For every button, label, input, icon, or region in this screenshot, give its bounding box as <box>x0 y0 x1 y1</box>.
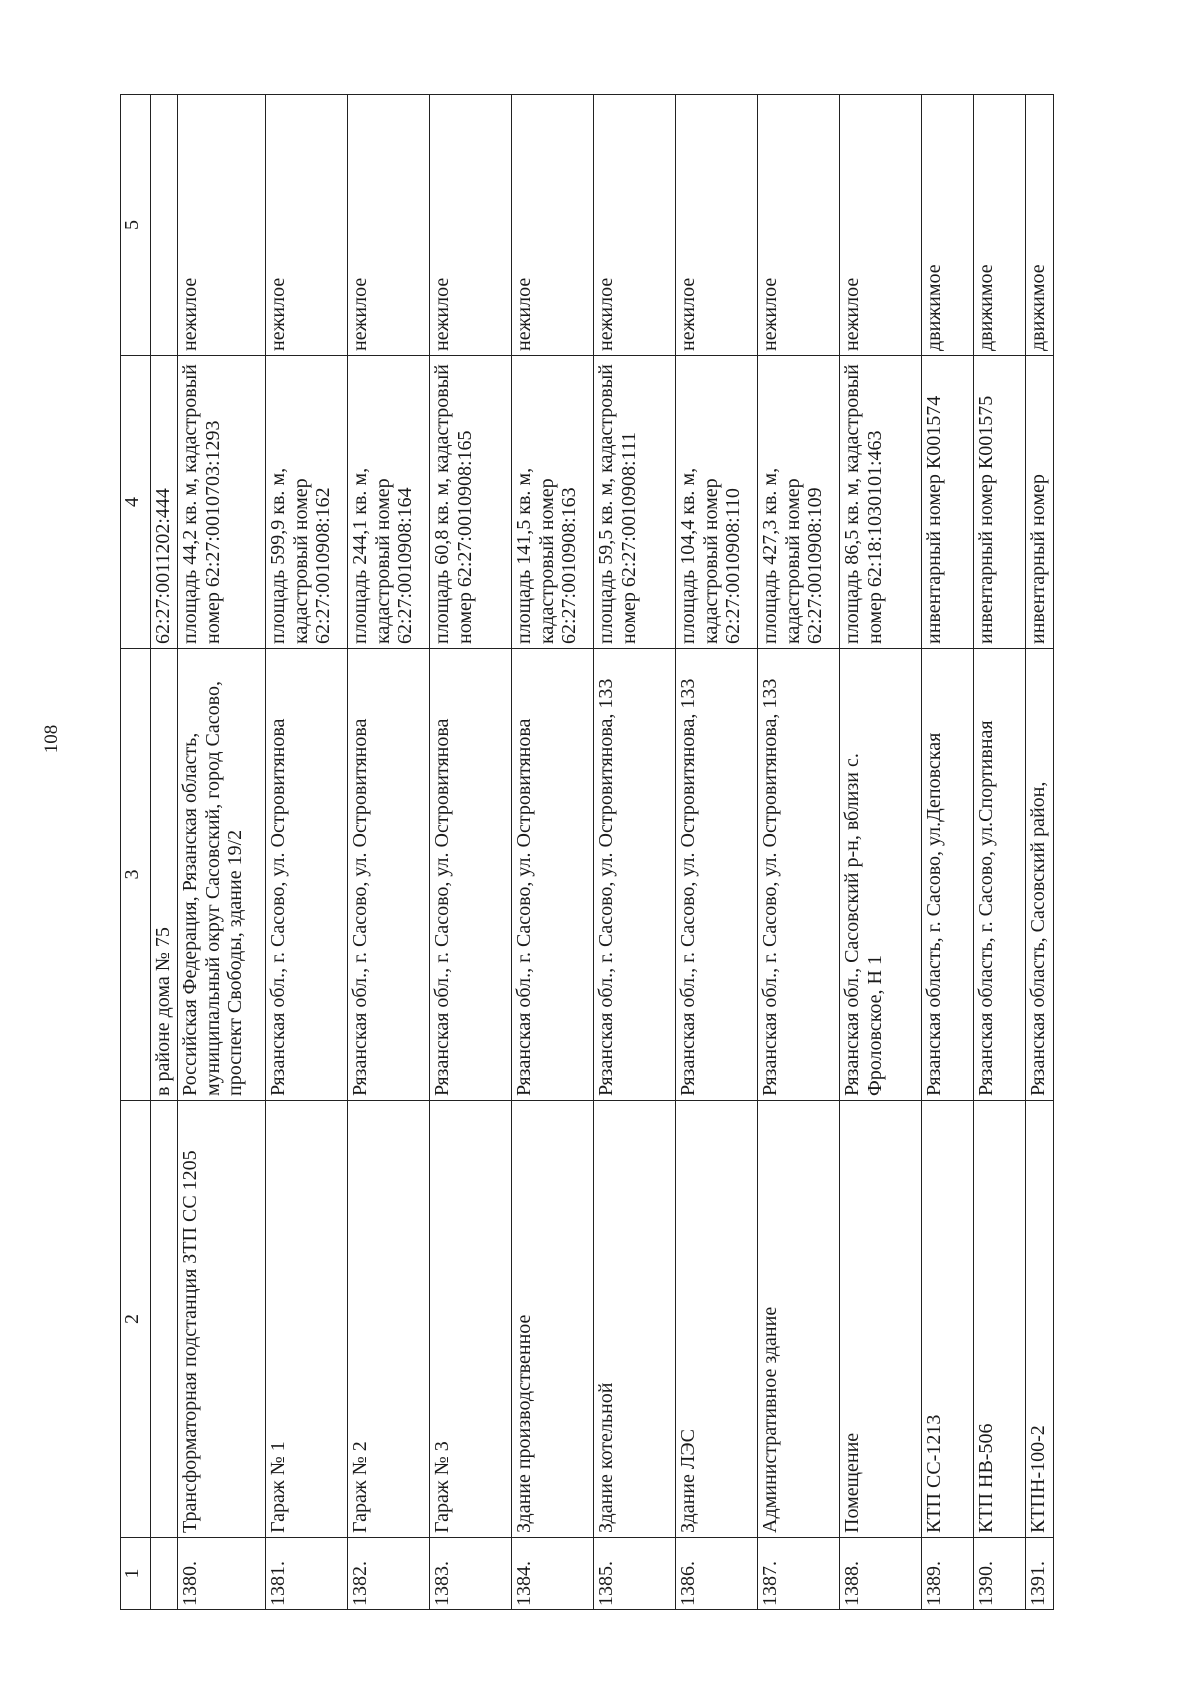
continuation-details: 62:27:0011202:444 <box>151 356 178 649</box>
object-details: площадь 244,1 кв. м, кадастровый номер 62:27:0010908:164 <box>348 356 430 649</box>
continuation-address: в районе дома № 75 <box>151 649 178 1101</box>
object-address: Российская Федерация, Рязанская область, муниципальный округ Сасовский, город Сасово, проспект Свободы, здание 19/2 <box>178 649 266 1101</box>
row-number: 1385. <box>594 1538 676 1610</box>
object-name: Административное здание <box>758 1101 840 1538</box>
row-number: 1382. <box>348 1538 430 1610</box>
row-number: 1386. <box>676 1538 758 1610</box>
object-type: движимое <box>1026 95 1053 356</box>
object-address: Рязанская обл., г. Сасово, ул. Островитянова <box>512 649 594 1101</box>
object-details: площадь 427,3 кв. м, кадастровый номер 62:27:0010908:109 <box>758 356 840 649</box>
table-row <box>922 95 974 1610</box>
object-details: инвентарный номер К001575 <box>974 356 1026 649</box>
object-address: Рязанская обл., г. Сасово, ул. Островитянова, 133 <box>676 649 758 1101</box>
object-address: Рязанская обл., г. Сасово, ул. Островитянова <box>430 649 512 1101</box>
property-register-table <box>120 94 1054 1610</box>
object-name: Гараж № 3 <box>430 1101 512 1538</box>
object-name: Помещение <box>840 1101 922 1538</box>
object-name: КТПН-100-2 <box>1026 1101 1053 1538</box>
object-details: площадь 86,5 кв. м, кадастровый номер 62:18:1030101:463 <box>840 356 922 649</box>
object-name: Здание ЛЭС <box>676 1101 758 1538</box>
object-type: нежилое <box>512 95 594 356</box>
object-details: площадь 44,2 кв. м, кадастровый номер 62:27:0010703:1293 <box>178 356 266 649</box>
row-number: 1384. <box>512 1538 594 1610</box>
object-name: Здание котельной <box>594 1101 676 1538</box>
row-number: 1390. <box>974 1538 1026 1610</box>
row-number: 1391. <box>1026 1538 1053 1610</box>
object-type: нежилое <box>430 95 512 356</box>
row-number: 1383. <box>430 1538 512 1610</box>
continuation-num <box>151 1538 178 1610</box>
header-row <box>121 95 151 1610</box>
header-col-3: 3 <box>121 649 151 1101</box>
object-type: нежилое <box>840 95 922 356</box>
object-type: нежилое <box>178 95 266 356</box>
object-details: площадь 141,5 кв. м, кадастровый номер 62:27:0010908:163 <box>512 356 594 649</box>
table-row <box>1026 95 1053 1610</box>
object-type: нежилое <box>758 95 840 356</box>
table-row <box>594 95 676 1610</box>
object-address: Рязанская обл., г. Сасово, ул. Островитянова <box>348 649 430 1101</box>
row-number: 1387. <box>758 1538 840 1610</box>
object-type: нежилое <box>348 95 430 356</box>
object-address: Рязанская обл., г. Сасово, ул. Островитянова, 133 <box>758 649 840 1101</box>
object-details: инвентарный номер К001574 <box>922 356 974 649</box>
object-name: КТП НВ-506 <box>974 1101 1026 1538</box>
row-number: 1381. <box>266 1538 348 1610</box>
header-col-5: 5 <box>121 95 151 356</box>
rotated-page-content <box>120 95 1060 1610</box>
row-number: 1388. <box>840 1538 922 1610</box>
continuation-name <box>151 1101 178 1538</box>
continuation-type <box>151 95 178 356</box>
object-details: площадь 60,8 кв. м, кадастровый номер 62:27:0010908:165 <box>430 356 512 649</box>
object-name: Здание производственное <box>512 1101 594 1538</box>
header-col-2: 2 <box>121 1101 151 1538</box>
object-name: Гараж № 1 <box>266 1101 348 1538</box>
row-number: 1389. <box>922 1538 974 1610</box>
continuation-row <box>151 95 178 1610</box>
header-col-4: 4 <box>121 356 151 649</box>
object-type: нежилое <box>266 95 348 356</box>
object-address: Рязанская область, Сасовский район, <box>1026 649 1053 1101</box>
table-row <box>974 95 1026 1610</box>
object-address: Рязанская обл., г. Сасово, ул. Островитянова, 133 <box>594 649 676 1101</box>
table-row <box>348 95 430 1610</box>
table-row <box>840 95 922 1610</box>
table-row <box>676 95 758 1610</box>
object-details: площадь 104,4 кв. м, кадастровый номер 62:27:0010908:110 <box>676 356 758 649</box>
table-row <box>178 95 266 1610</box>
object-name: КТП СС-1213 <box>922 1101 974 1538</box>
object-address: Рязанская область, г. Сасово, ул.Спортивная <box>974 649 1026 1101</box>
page-number: 108 <box>41 724 62 754</box>
object-type: нежилое <box>676 95 758 356</box>
header-col-1: 1 <box>121 1538 151 1610</box>
object-address: Рязанская обл., г. Сасово, ул. Островитянова <box>266 649 348 1101</box>
object-type: движимое <box>974 95 1026 356</box>
object-details: площадь 599,9 кв. м, кадастровый номер 62:27:0010908:162 <box>266 356 348 649</box>
table-row <box>758 95 840 1610</box>
object-type: движимое <box>922 95 974 356</box>
object-details: инвентарный номер <box>1026 356 1053 649</box>
row-number: 1380. <box>178 1538 266 1610</box>
object-address: Рязанская обл., Сасовский р-н, вблизи с. Фроловское, Н 1 <box>840 649 922 1101</box>
object-name: Гараж № 2 <box>348 1101 430 1538</box>
object-type: нежилое <box>594 95 676 356</box>
object-address: Рязанская область, г. Сасово, ул.Деповская <box>922 649 974 1101</box>
table-row <box>430 95 512 1610</box>
table-row <box>266 95 348 1610</box>
table-row <box>512 95 594 1610</box>
object-details: площадь 59,5 кв. м, кадастровый номер 62:27:0010908:111 <box>594 356 676 649</box>
object-name: Трансформаторная подстанция ЗТП СС 1205 <box>178 1101 266 1538</box>
